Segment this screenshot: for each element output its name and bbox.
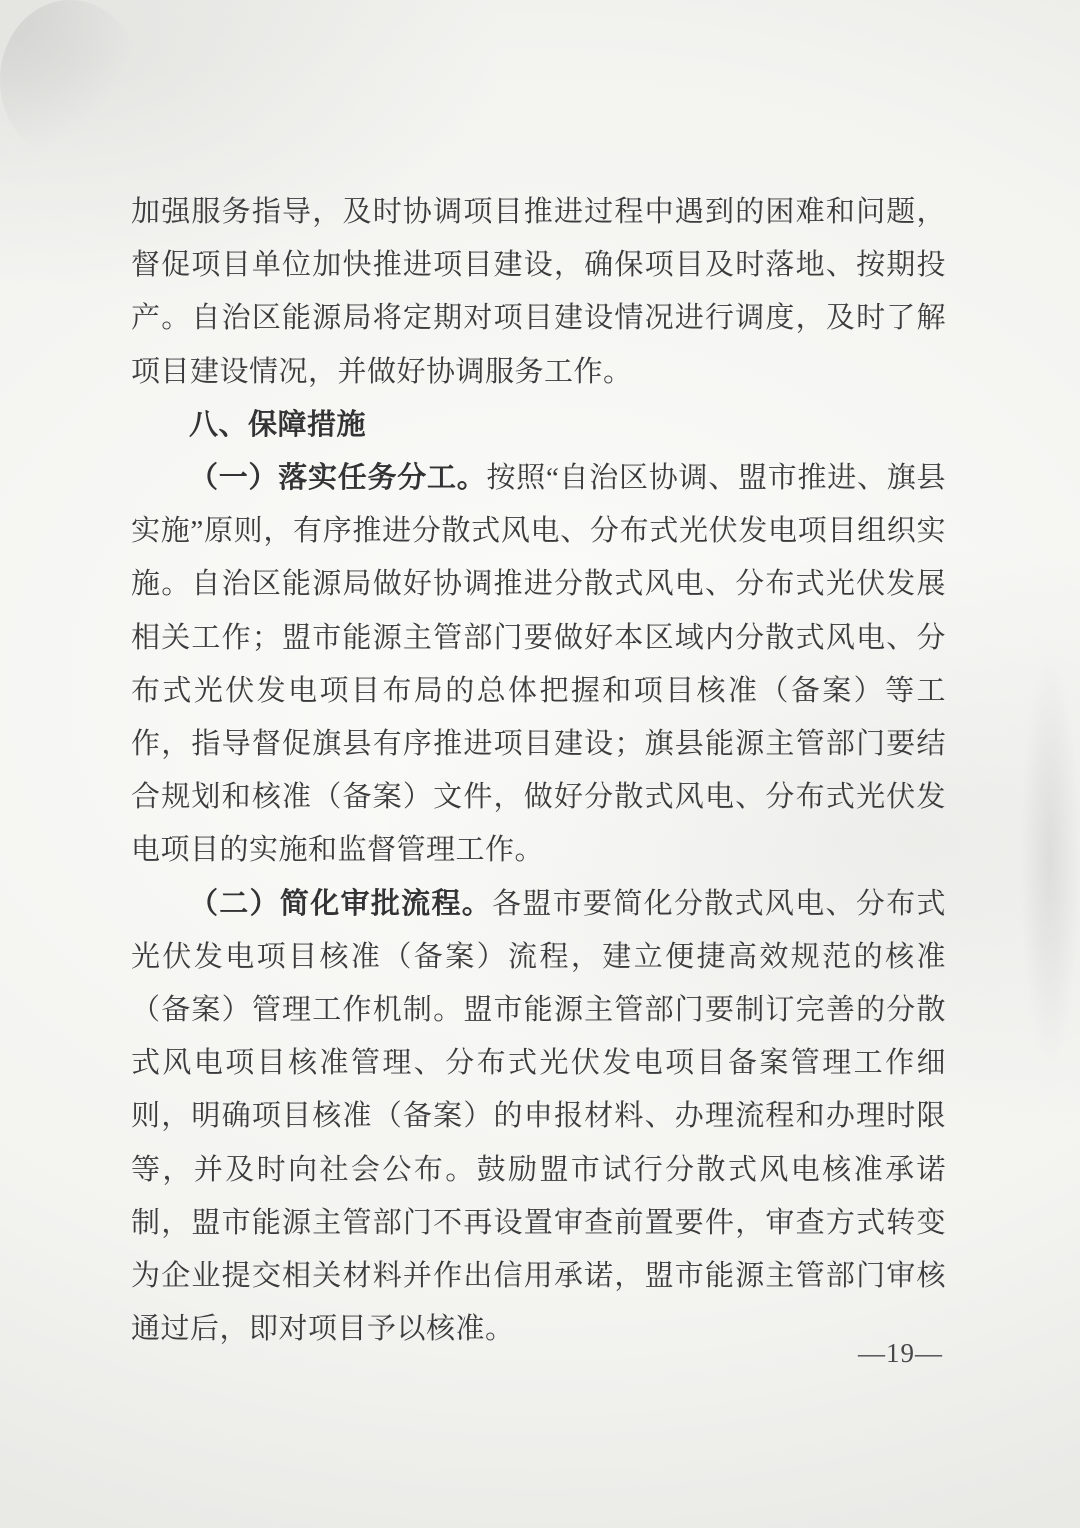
scan-smudge: [1020, 650, 1080, 1070]
section-heading-safeguard-measures: [131, 399, 946, 452]
paragraph-text: 各盟市要简化分散式风电、分布式光伏发电项目核准（备案）流程，建立便捷高效规范的核准（备案）管理工作机制。盟市能源主管部门要制订完善的分散式风电项目核准管理、分布式光伏发电项目备案管理工作细则，明确项目核准（备案）的申报材料、办理流程和办理时限等，并及时向社会公布。鼓励盟市试行分散式风电核准承诺制，盟市能源主管部门不再设置审查前置要件，审查方式转变为企业提交相关材料并作出信用承诺，盟市能源主管部门审核通过后，即对项目予以核准。: [131, 887, 946, 1346]
paragraph-lead: （二）简化审批流程。: [189, 887, 493, 920]
paragraph-continuation: [131, 186, 946, 399]
heading-text: 八、保障措施: [189, 408, 367, 441]
scan-smudge: [0, 0, 140, 160]
paragraph-simplify-approval: [131, 878, 946, 1357]
paragraph-task-division: [131, 452, 946, 878]
page-number: —19—: [858, 1338, 943, 1368]
document-body: [131, 186, 946, 1356]
paragraph-lead: （一）落实任务分工。: [189, 462, 487, 495]
paragraph-text: 加强服务指导，及时协调项目推进过程中遇到的困难和问题，督促项目单位加快推进项目建设，确保项目及时落地、按期投产。自治区能源局将定期对项目建设情况进行调度，及时了解项目建设情况，并做好协调服务工作。: [131, 196, 946, 388]
paragraph-text: 按照“自治区协调、盟市推进、旗县实施”原则，有序推进分散式风电、分布式光伏发电项目组织实施。自治区能源局做好协调推进分散式风电、分布式光伏发展相关工作；盟市能源主管部门要做好本区域内分散式风电、分布式光伏发电项目布局的总体把握和项目核准（备案）等工作，指导督促旗县有序推进项目建设；旗县能源主管部门要结合规划和核准（备案）文件，做好分散式风电、分布式光伏发电项目的实施和监督管理工作。: [131, 462, 946, 867]
